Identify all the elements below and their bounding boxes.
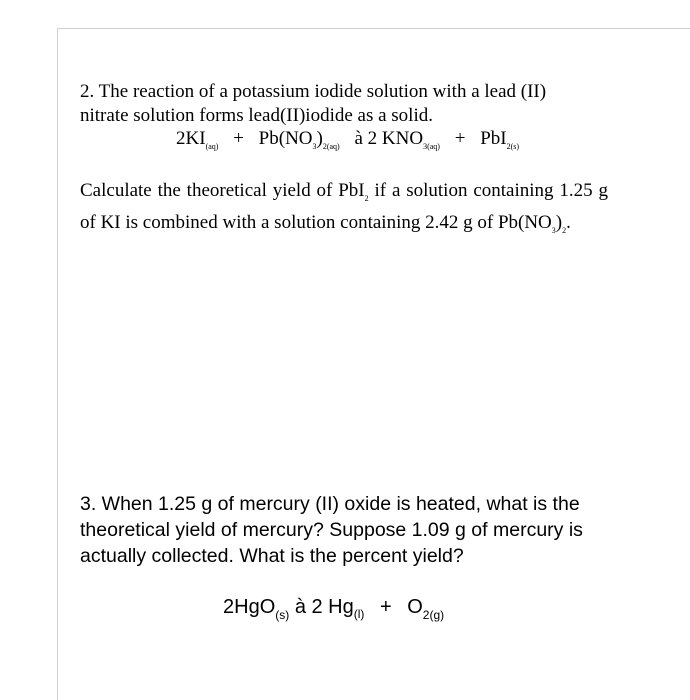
reactant-lead-nitrate-state: 2(aq) — [322, 142, 340, 151]
product-pbi2: PbI — [480, 128, 507, 149]
question-2-calculation — [80, 179, 608, 243]
question-2-line-2: nitrate solution forms lead(II)iodide as a solid. — [80, 105, 433, 126]
reactant-lead-nitrate: Pb(NO — [258, 128, 313, 149]
calc-subscript-1: 2 — [364, 194, 369, 203]
question-2-line-1: 2. The reaction of a potassium iodide solution with a lead (II) — [80, 81, 547, 102]
question-3-text: 3. When 1.25 g of mercury (II) oxide is heated, what is the theoretical yield of mercury? Suppose 1.09 g of mercury is actually collected. What is the percent yield? — [80, 493, 583, 567]
calc-text-1: Calculate the theoretical yield of PbI — [80, 180, 365, 201]
calc-text-2: if a solution containing 1.25 g of KI is combined with a solution containing 2.42 g of Pb(NO — [80, 180, 608, 233]
reactant-ki-state: (aq) — [205, 142, 219, 151]
calc-end: . — [566, 212, 571, 233]
calc-text-3: ) — [555, 212, 563, 233]
question-3-equation — [223, 596, 444, 622]
page-border-top — [57, 28, 690, 29]
reactant-ki: 2KI — [176, 128, 206, 149]
product-kno3: 2 KNO — [367, 128, 424, 149]
calc-subscript-2: 3 — [551, 226, 556, 235]
question-2-equation — [176, 128, 519, 151]
reactant-lead-nitrate-close: ) — [316, 128, 323, 149]
plus-sign: + — [454, 128, 466, 149]
product-pbi2-state: 2(s) — [506, 142, 520, 151]
question-2-intro — [80, 80, 608, 128]
product-o2-state: 2(g) — [422, 608, 445, 622]
reactant-hgo-state: (s) — [275, 608, 290, 622]
reaction-arrow: à — [294, 596, 306, 618]
page-border-left — [57, 28, 58, 700]
product-o2: O — [407, 596, 423, 618]
reactant-lead-nitrate-subscript: 3 — [312, 142, 317, 151]
reaction-arrow: à — [354, 128, 363, 149]
plus-sign: + — [379, 596, 392, 618]
product-hg-state: (l) — [353, 607, 365, 621]
product-kno3-state: 3(aq) — [423, 142, 440, 151]
plus-sign: + — [233, 128, 244, 149]
calc-subscript-3: 2 — [562, 226, 567, 235]
product-hg: 2 Hg — [311, 596, 354, 618]
reactant-hgo: 2HgO — [223, 596, 276, 618]
